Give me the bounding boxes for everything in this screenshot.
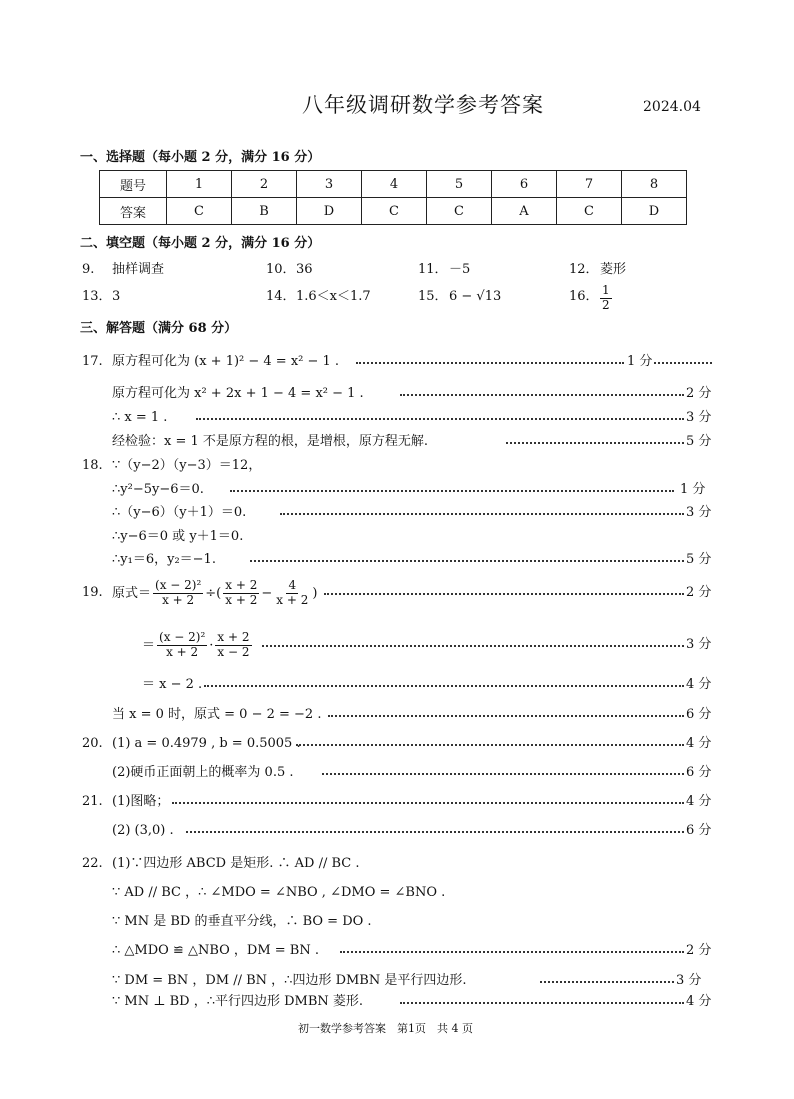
dot-leader: [196, 418, 684, 420]
table-cell: D: [297, 198, 362, 225]
q22-score4: 2 分: [686, 943, 712, 958]
answer-table: [99, 170, 687, 225]
table-cell: 1: [167, 171, 232, 198]
dot-leader: [328, 715, 684, 717]
q17-score2: 2 分: [686, 386, 712, 401]
q17-line1: 原方程可化为 (x + 1)² − 4 = x² − 1 .: [112, 354, 340, 369]
q19-score2: 3 分: [686, 637, 712, 652]
q22-line5: ∵ DM = BN ，DM // BN ，∴四边形 DMBN 是平行四边形.: [112, 973, 467, 988]
q17-number: 17.: [82, 354, 103, 369]
date: 2024.04: [643, 99, 701, 115]
dot-leader: [654, 362, 712, 364]
dot-leader: [324, 593, 684, 595]
q19-line1: 原式＝ $\frac{\text{(x − 2)²}}{x + 2}$ ÷( $\frac{x + 2}{x + 2}$ − $\frac{4}{x + 2}$ ): [112, 577, 318, 607]
q19-score4: 6 分: [686, 707, 712, 722]
dot-leader: [540, 981, 674, 983]
q22-score6: 4 分: [686, 994, 712, 1009]
fraction: $\frac{\text{(x − 2)²}}{x + 2}$: [155, 577, 202, 607]
q18-score2: 1 分: [680, 482, 706, 497]
table-cell: 3: [297, 171, 362, 198]
dot-leader: [296, 744, 684, 746]
q21-number: 21.: [82, 794, 103, 809]
table-cell: 8: [622, 171, 687, 198]
q22-number: 22.: [82, 856, 103, 871]
q18-line1: ∵（y−2）（y−3）＝12，: [112, 458, 262, 473]
dot-leader: [262, 645, 684, 647]
table-cell: B: [232, 198, 297, 225]
q19-score1: 2 分: [686, 585, 712, 600]
q21-line2: (2) (3,0) .: [112, 823, 174, 838]
table-cell: 题号: [100, 171, 167, 198]
fill-item-10-number: 10．: [266, 262, 296, 277]
q18-line2: ∴y²−5y−6＝0.: [112, 482, 204, 497]
q20-line1: (1) a = 0.4979 , b = 0.5005 .: [112, 736, 301, 751]
table-cell: A: [492, 198, 557, 225]
fill-item-11-answer: －5: [449, 262, 471, 277]
fraction: $\frac{4}{x + 2}$: [276, 577, 309, 607]
q22-line6: ∵ MN ⊥ BD ，∴平行四边形 DMBN 菱形.: [112, 994, 364, 1009]
q19-line3: ＝ x − 2 .: [142, 677, 203, 692]
fill-item-14-answer: 1.6＜x＜1.7: [296, 289, 371, 304]
table-cell: 4: [362, 171, 427, 198]
q19-number: 19.: [82, 585, 103, 600]
table-cell: C: [557, 198, 622, 225]
fill-item-9-answer: 抽样调查: [112, 262, 165, 277]
table-cell: 7: [557, 171, 622, 198]
fill-item-14-number: 14．: [266, 289, 296, 304]
fill-item-12-number: 12．: [569, 262, 599, 277]
q20-score1: 4 分: [686, 736, 712, 751]
q22-line2: ∵ AD // BC ，∴ ∠MDO = ∠NBO , ∠DMO = ∠BNO .: [112, 885, 446, 900]
fill-item-13-number: 13．: [82, 289, 112, 304]
fraction: $\frac{\text{(x − 2)²}}{x + 2}$: [159, 629, 206, 659]
q19-score3: 4 分: [686, 677, 712, 692]
fill-item-9-number: 9.: [82, 262, 95, 277]
q18-score5: 5 分: [686, 552, 712, 567]
q22-score5: 3 分: [676, 973, 702, 988]
table-cell: 6: [492, 171, 557, 198]
dot-leader: [400, 1002, 684, 1004]
fill-item-15-number: 15．: [418, 289, 448, 304]
dot-leader: [506, 442, 684, 444]
section3-heading: 三、解答题（满分 68 分）: [80, 321, 238, 336]
q17-score4: 5 分: [686, 434, 712, 449]
q20-line2: (2)硬币正面朝上的概率为 0.5 .: [112, 765, 294, 780]
q17-line3: ∴ x = 1 .: [112, 410, 168, 425]
section1-heading: 一、选择题（每小题 2 分，满分 16 分）: [80, 150, 321, 165]
q19-line4: 当 x = 0 时，原式 = 0 − 2 = −2 .: [112, 707, 322, 722]
fill-item-13-answer: 3: [112, 289, 121, 304]
q22-line4: ∴ △MDO ≌ △NBO ，DM = BN .: [112, 943, 319, 958]
table-cell: 2: [232, 171, 297, 198]
table-cell: D: [622, 198, 687, 225]
q18-number: 18.: [82, 458, 103, 473]
q17-score1: 1 分: [627, 354, 653, 369]
dot-leader: [340, 951, 684, 953]
dot-leader: [172, 802, 684, 804]
q19-line2: ＝ $\frac{\text{(x − 2)²}}{x + 2}$ · $\frac{x + 2}{x - 2}$: [142, 629, 250, 659]
dot-leader: [186, 831, 684, 833]
section2-heading: 二、填空题（每小题 2 分，满分 16 分）: [80, 236, 321, 251]
q18-line5: ∴y₁＝6，y₂＝−1.: [112, 552, 216, 567]
table-row: [100, 171, 687, 198]
fraction: $\frac{x + 2}{x + 2}$: [225, 577, 258, 607]
q17-score3: 3 分: [686, 410, 712, 425]
q17-line2: 原方程可化为 x² + 2x + 1 − 4 = x² − 1 .: [112, 386, 364, 401]
table-cell: C: [167, 198, 232, 225]
q21-score1: 4 分: [686, 794, 712, 809]
q18-score3: 3 分: [686, 505, 712, 520]
dot-leader: [280, 513, 684, 515]
fill-item-16-answer: [598, 284, 614, 313]
table-cell: 答案: [100, 198, 167, 225]
dot-leader: [400, 394, 684, 396]
q22-line3: ∵ MN 是 BD 的垂直平分线，∴ BO = DO .: [112, 914, 372, 929]
dot-leader: [250, 560, 684, 562]
table-cell: C: [362, 198, 427, 225]
dot-leader: [230, 490, 674, 492]
table-cell: 5: [427, 171, 492, 198]
q21-score2: 6 分: [686, 823, 712, 838]
table-cell: C: [427, 198, 492, 225]
fraction: $\frac{1}{2}$: [602, 283, 610, 312]
q20-number: 20.: [82, 736, 103, 751]
q22-line1: (1)∵四边形 ABCD 是矩形. ∴ AD // BC .: [112, 856, 360, 871]
page-footer: 初一数学参考答案 第1页 共 4 页: [298, 1022, 473, 1035]
q18-line3: ∴（y−6）（y＋1）＝0.: [112, 505, 247, 520]
fraction: $\frac{x + 2}{x - 2}$: [217, 629, 250, 659]
dot-leader: [204, 685, 684, 687]
q21-line1: (1)图略；: [112, 794, 170, 809]
page-title: 八年级调研数学参考答案: [302, 93, 544, 117]
fill-item-11-number: 11．: [418, 262, 448, 277]
dot-leader: [356, 362, 624, 364]
table-row: [100, 198, 687, 225]
fill-item-16-number: 16．: [569, 289, 599, 304]
q20-score2: 6 分: [686, 765, 712, 780]
dot-leader: [322, 773, 684, 775]
q18-line4: ∴y−6＝0 或 y＋1＝0.: [112, 529, 244, 544]
fill-item-10-answer: 36: [296, 262, 313, 277]
q17-line4: 经检验：x = 1 不是原方程的根，是增根，原方程无解.: [112, 434, 429, 449]
fill-item-15-answer: 6 − √13: [449, 289, 502, 304]
fill-item-12-answer: 菱形: [600, 262, 627, 277]
